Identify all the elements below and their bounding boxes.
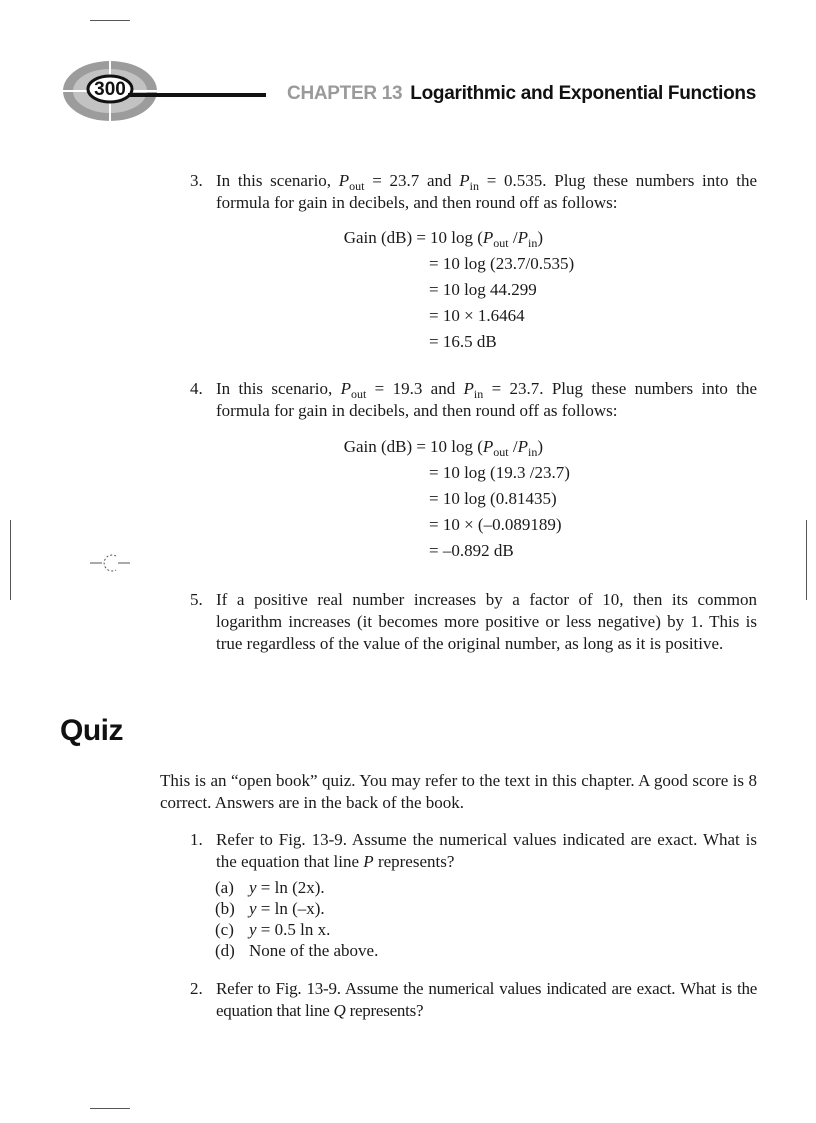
answer-text: If a positive real number increases by a factor of 10, then its common logarithm increases (it becomes more positive or less negative) by 1. This is true regardless of the value of the original number, as long as it is positive. — [216, 590, 757, 653]
equation-step: = 10 log 44.299 — [429, 280, 537, 299]
answer-4 — [190, 378, 757, 422]
equation-step: = 10 × (–0.089189) — [429, 515, 562, 534]
chapter-title: Logarithmic and Exponential Functions — [410, 83, 756, 104]
item-number: 4. — [190, 379, 203, 398]
crop-mark-right — [806, 520, 807, 600]
question-text: Refer to Fig. 13-9. Assume the numerical values indicated are exact. What is the equation that line P represents? — [216, 830, 757, 871]
question-text: Refer to Fig. 13-9. Assume the numerical values indicated are exact. What is the equation that line Q represents? — [216, 979, 757, 1020]
equation-lhs: Gain (dB) = — [343, 437, 426, 456]
option-c: (c) y = 0.5 ln x. — [215, 920, 331, 939]
item-number: 1. — [190, 830, 203, 849]
item-number: 5. — [190, 590, 203, 609]
option-b: (b) y = ln (–x). — [215, 899, 325, 918]
item-number: 2. — [190, 979, 203, 998]
equation-lhs: Gain (dB) = — [343, 228, 426, 247]
crop-mark-left — [10, 520, 11, 600]
option-d: (d) None of the above. — [215, 941, 379, 960]
chapter-heading — [287, 83, 756, 105]
answer-text: In this scenario, $P_{out} = 19.3$ and $P_{in} = 23.7$. Plug these numbers into the formula for gain in decibels, and then round off as follows: — [216, 379, 758, 420]
item-number: 3. — [190, 171, 203, 190]
quiz-intro: This is an “open book” quiz. You may refer to the text in this chapter. A good score is 8 correct. Answers are in the back of the book. — [160, 771, 757, 812]
equation-formula: 10 $\log (P_{out}$ $/P_{in}$) — [430, 228, 544, 250]
equation-step: = –0.892 dB — [429, 541, 514, 560]
answer-5 — [190, 589, 757, 655]
page-number: 300 — [94, 79, 126, 100]
equation-step: = 16.5 dB — [429, 332, 497, 351]
equation-step: = 10 log (23.7/0.535) — [429, 254, 575, 273]
crop-mark-bottom — [90, 1108, 130, 1109]
quiz-question-2 — [190, 978, 757, 1022]
answer-text: In this scenario, $P_{out} = 23.7$ and $P_{in} = 0.535$. Plug these numbers into the formula for gain in decibels, and then round off as follows: — [216, 171, 757, 212]
answer-3 — [190, 170, 757, 214]
quiz-heading: Quiz — [60, 714, 123, 747]
quiz-question-1 — [190, 829, 757, 873]
equation-formula: 10 $\log (P_{out}$ $/P_{in}$) — [430, 437, 544, 459]
equation-step: = 10 × 1.6464 — [429, 306, 525, 325]
chapter-label: CHAPTER 13 — [287, 83, 403, 104]
equation-step: = 10 log (0.81435) — [429, 489, 557, 508]
equation-step: = 10 log (19.3 /23.7) — [429, 463, 570, 482]
registration-mark-icon — [88, 548, 132, 578]
option-a: (a) y = ln (2x). — [215, 878, 325, 897]
header-rule — [128, 93, 266, 97]
crop-mark-top — [90, 20, 130, 21]
